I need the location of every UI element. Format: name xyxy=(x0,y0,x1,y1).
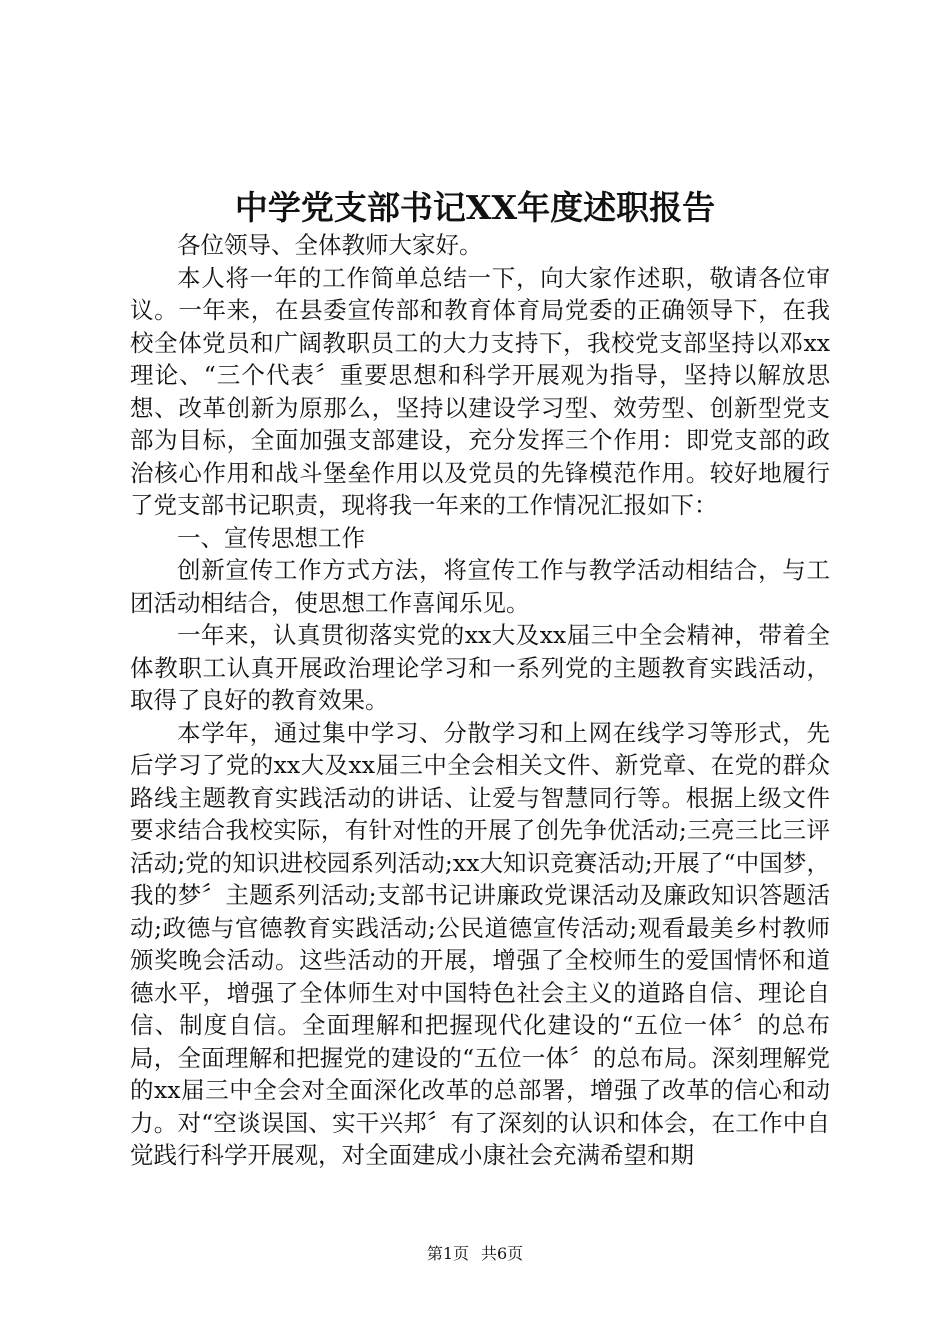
paragraph: 一年来，认真贯彻落实党的xx大及xx届三中全会精神，带着全体教职工认真开展政治理论学习和一系列党的主题教育实践活动，取得了良好的教育效果。 xyxy=(130,621,830,714)
document-body xyxy=(130,229,830,1172)
document-title: 中学党支部书记XX年度述职报告 xyxy=(234,188,716,227)
page-footer xyxy=(0,1243,950,1265)
paragraph: 创新宣传工作方式方法，将宣传工作与教学活动相结合，与工团活动相结合，使思想工作喜闻乐见。 xyxy=(130,556,830,617)
section-heading-propaganda: 一、宣传思想工作 xyxy=(177,523,365,552)
paragraph-intro: 本人将一年的工作简单总结一下，向大家作述职，敬请各位审议。一年来，在县委宣传部和教育体育局党委的正确领导下，在我校全体党员和广阔教职员工的大力支持下，我校党支部坚持以邓xx理论、“三个代表〞重要思想和科学开展观为指导，坚持以解放思想、改革创新为原那么，坚持以建设学习型、效劳型、创新型党支部为目标，全面加强支部建设，充分发挥三个作用：即党支部的政治核心作用和战斗堡垒作用以及党员的先锋模范作用。较好地履行了党支部书记职责，现将我一年来的工作情况汇报如下： xyxy=(130,263,830,519)
page-total: 共6页 xyxy=(481,1244,524,1263)
page-number: 第1页 xyxy=(426,1244,469,1263)
paragraph-greeting: 各位领导、全体教师大家好。 xyxy=(177,231,483,259)
paragraph: 本学年，通过集中学习、分散学习和上网在线学习等形式，先后学习了党的xx大及xx届三中全会相关文件、新党章、在党的群众路线主题教育实践活动的讲话、让爱与智慧同行等。根据上级文件要求结合我校实际，有针对性的开展了创先争优活动;三亮三比三评活动;党的知识进校园系列活动;xx大知识竞赛活动;开展了“中国梦，我的梦〞主题系列活动;支部书记讲廉政党课活动及廉政知识答题活动;政德与官德教育实践活动;公民道德宣传活动;观看最美乡村教师颁奖晚会活动。这些活动的开展，增强了全校师生的爱国情怀和道德水平，增强了全体师生对中国特色社会主义的道路自信、理论自信、制度自信。全面理解和把握现代化建设的“五位一体〞的总布局，全面理解和把握党的建设的“五位一体〞的总布局。深刻理解党的xx届三中全会对全面深化改革的总部署，增强了改革的信心和动力。对“空谈误国、实干兴邦〞有了深刻的认识和体会，在工作中自觉践行科学开展观，对全面建成小康社会充满希望和期 xyxy=(130,718,830,1169)
